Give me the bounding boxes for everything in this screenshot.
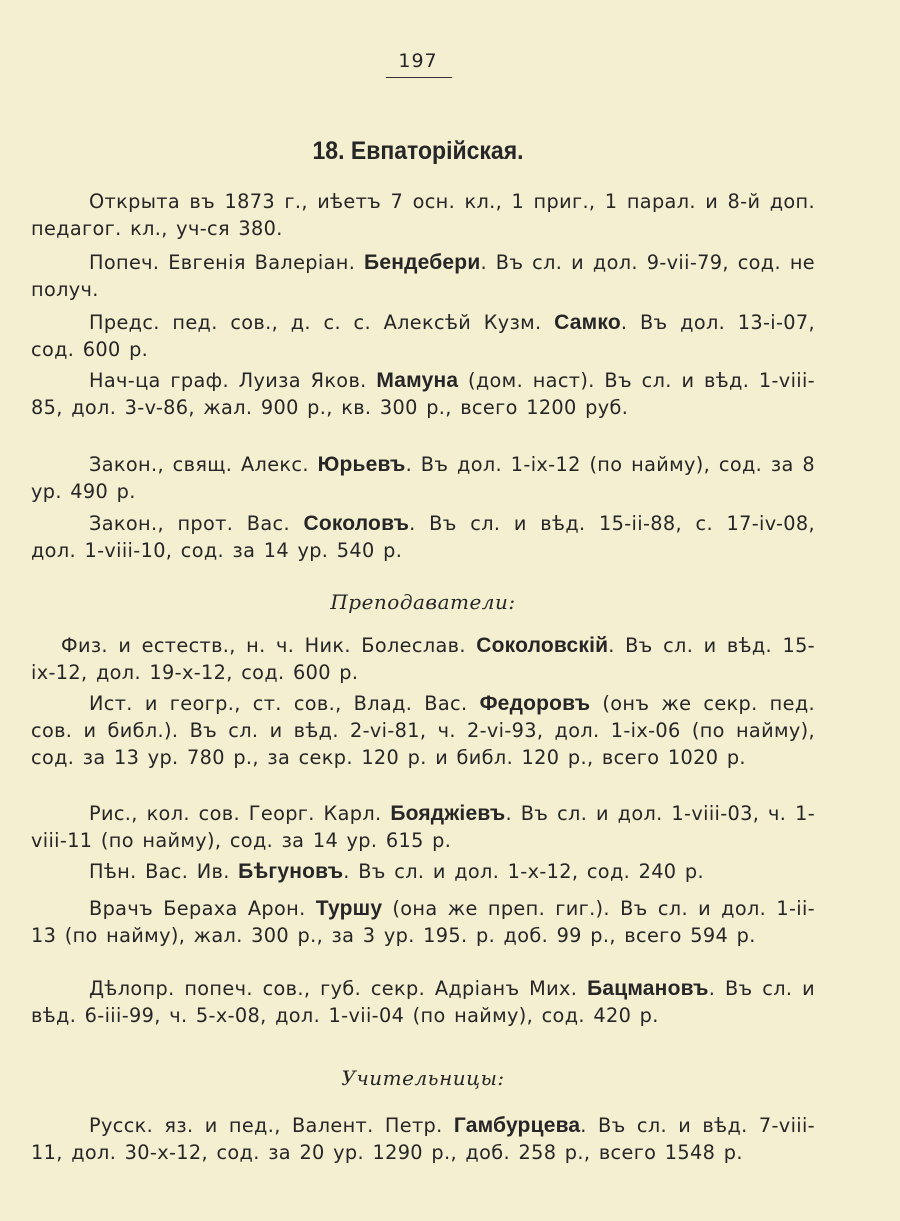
page-number-rule bbox=[386, 77, 452, 78]
staff-entry: Закон., прот. Вас. Соколовъ. Въ сл. и вѣд. 15-ii-88, с. 17-iv-08, дол. 1-viii-10, сод. за 14 ур. 540 р. bbox=[31, 512, 815, 562]
surname: Гамбурцева bbox=[453, 1114, 581, 1137]
surname: Бояджіевъ bbox=[390, 802, 506, 825]
page-number: 197 bbox=[398, 50, 438, 72]
surname: Туршу bbox=[315, 897, 383, 920]
surname: Бацмановъ bbox=[587, 977, 709, 1000]
surname: Бѣгуновъ bbox=[238, 860, 344, 883]
surname: Мамуна bbox=[376, 369, 459, 392]
staff-entry: Предс. пед. сов., д. с. с. Алексѣй Кузм. Самко. Въ дол. 13-i-07, сод. 600 р. bbox=[31, 311, 816, 361]
surname: Федоровъ bbox=[479, 692, 591, 715]
women-teachers-heading: Учительницы: bbox=[341, 1066, 505, 1090]
teacher-entry: Врачъ Бераха Арон. Туршу (она же преп. гиг.). Въ сл. и дол. 1-ii-13 (по найму), жал. 300 р., за 3 ур. 195. р. доб. 99 р., всего 594 р. bbox=[31, 897, 815, 947]
surname: Соколовскій bbox=[476, 634, 609, 657]
teachers-heading: Преподаватели: bbox=[330, 590, 516, 614]
section-title: 18. Евпаторійская. bbox=[312, 137, 524, 165]
staff-entry: Попеч. Евгенія Валеріан. Бендебери. Въ сл. и дол. 9-vii-79, сод. не получ. bbox=[31, 251, 815, 301]
teacher-entry: Рис., кол. сов. Георг. Карл. Бояджіевъ. Въ сл. и дол. 1-viii-03, ч. 1-viii-11 (по найму), сод. за 14 ур. 615 р. bbox=[31, 802, 815, 852]
surname: Самко bbox=[554, 311, 621, 334]
teacher-entry: Дѣлопр. попеч. сов., губ. секр. Адріанъ Мих. Бацмановъ. Въ сл. и вѣд. 6-iii-99, ч. 5-x-08, дол. 1-vii-04 (по найму), сод. 420 р. bbox=[31, 977, 815, 1027]
staff-entry: Закон., свящ. Алекс. Юрьевъ. Въ дол. 1-ix-12 (по найму), сод. за 8 ур. 490 р. bbox=[31, 453, 816, 503]
teacher-entry: Ист. и геогр., ст. сов., Влад. Вас. Федоровъ (онъ же секр. пед. сов. и библ.). Въ сл. и вѣд. 2-vi-81, ч. 2-vi-93, дол. 1-ix-06 (по найму), сод. за 13 ур. 780 р., за секр. 120 р. и библ. 120 р., всего 1020 р. bbox=[31, 692, 815, 769]
surname: Соколовъ bbox=[303, 512, 410, 535]
woman-teacher-entry: Русск. яз. и пед., Валент. Петр. Гамбурцева. Въ сл. и вѣд. 7-viii-11, дол. 30-x-12, сод. за 20 ур. 1290 р., доб. 258 р., всего 1548 р. bbox=[31, 1114, 815, 1164]
staff-entry: Нач-ца граф. Луиза Яков. Мамуна (дом. наст). Въ сл. и вѣд. 1-viii-85, дол. 3-v-86, жал. 900 р., кв. 300 р., всего 1200 руб. bbox=[31, 369, 815, 419]
teacher-entry: Пѣн. Вас. Ив. Бѣгуновъ. Въ сл. и дол. 1-x-12, сод. 240 р. bbox=[89, 860, 704, 883]
surname: Юрьевъ bbox=[317, 453, 406, 476]
teacher-entry: Физ. и естеств., н. ч. Ник. Болеслав. Соколовскій. Въ сл. и вѣд. 15-ix-12, дол. 19-x-12, сод. 600 р. bbox=[31, 634, 815, 684]
intro-paragraph: Открыта въ 1873 г., иѣетъ 7 осн. кл., 1 приг., 1 парал. и 8-й доп. педагог. кл., уч-ся 380. bbox=[31, 190, 815, 240]
surname: Бендебери bbox=[364, 251, 481, 274]
